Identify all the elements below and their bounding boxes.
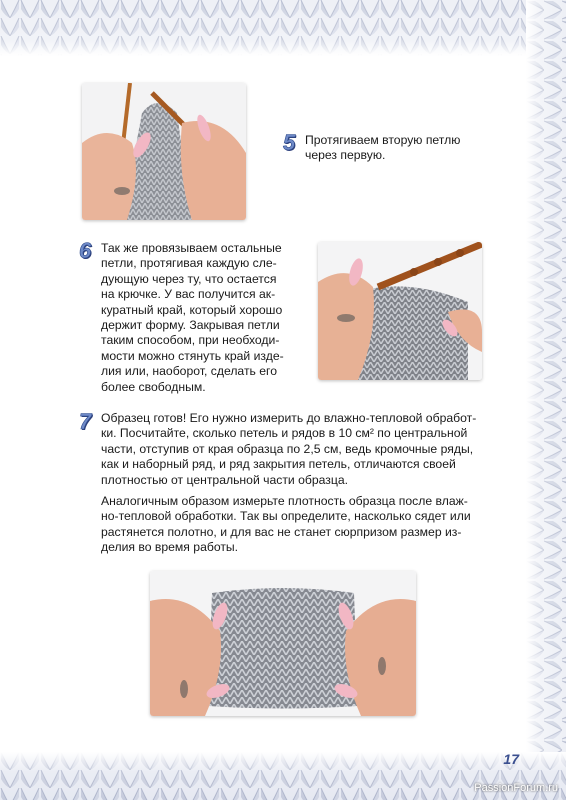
- step-number-7: 7: [79, 409, 92, 434]
- step-number-5: 5: [283, 130, 296, 155]
- step-7-extra-text: Аналогичным образом измерьте плотность образца после влаж- но-тепловой обработки. Так вы определите, насколько сядет или растянется полотно, и для вас не станет сюрпризом размер из- делия во время работы.: [101, 494, 471, 555]
- knit-border-right: [526, 0, 566, 800]
- step-6-text: Так же провязываем остальные петли, протягивая каждую сле- дующую через ту, что остается на крючке. У вас получится ак- куратный край, который хорошо держит форму. Закрывая петли таким способом, при необходи- мости можно стянуть край изде- лия или, наоборот, сделать его более свободным.: [101, 241, 284, 394]
- step-number-6: 6: [79, 238, 92, 263]
- page-number: 17: [503, 751, 519, 767]
- photo-step-5: [82, 83, 246, 220]
- photo-step-6: [318, 242, 482, 380]
- watermark: PassionForum.ru: [474, 782, 558, 794]
- step-7-text: Образец готов! Его нужно измерить до влажно-тепловой обработ- ки. Посчитайте, сколько петель и рядов в 10 см² по центральной части, отступив от края образца по 2,5 см, ведь кромочные ряды, как и наборный ряд, и ряд закрытия петель, отличаются своей плотностью от центральной части образца.: [101, 411, 477, 487]
- photo-finished-swatch: [150, 571, 416, 716]
- knit-border-top: [0, 0, 566, 56]
- step-5-text: Протягиваем вторую петлю через первую.: [305, 133, 461, 163]
